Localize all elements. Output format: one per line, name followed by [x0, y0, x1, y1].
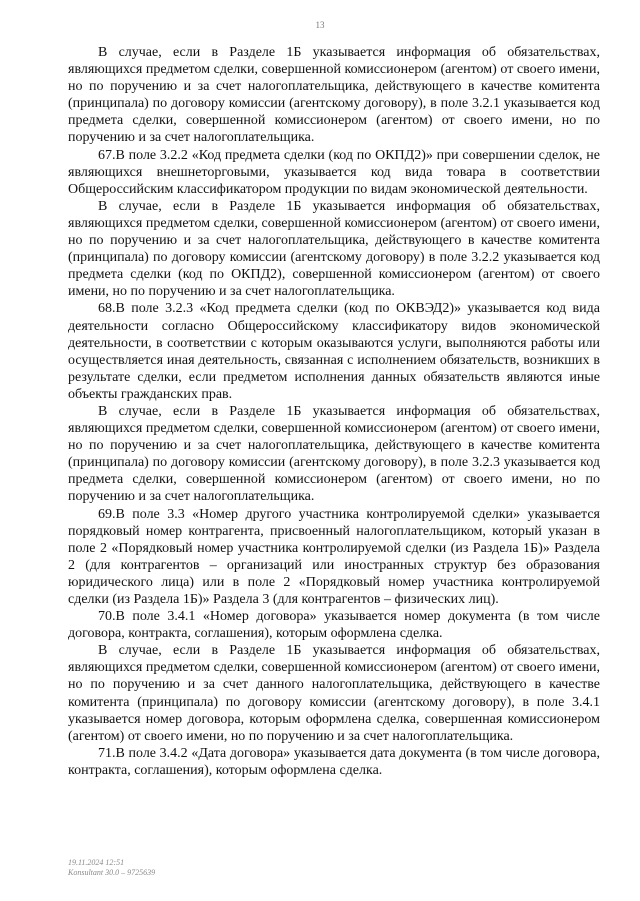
paragraph-3: В случае, если в Разделе 1Б указывается информация об обязательствах, являющихся предметом сделки, совершенной комиссионером (агентом) от своего имени, но по поручению и за счет налогоплательщика, действующего в качестве комитента (принципала) по договору комиссии (агентскому договору) в поле 3.2.2 указывается код предмета сделки (код по ОКПД2), совершенной комиссионером (агентом) от своего имени, но по поручению и за счет налогоплательщика. [68, 198, 600, 300]
page-number: 13 [315, 20, 325, 30]
paragraph-9: 71.В поле 3.4.2 «Дата договора» указывается дата документа (в том числе договора, контракта, соглашения), которым оформлена сделка. [68, 745, 600, 778]
document-body [68, 44, 600, 779]
paragraph-7: 70.В поле 3.4.1 «Номер договора» указывается номер документа (в том числе договора, контракта, соглашения), которым оформлена сделка. [68, 609, 600, 642]
paragraph-8: В случае, если в Разделе 1Б указывается информация об обязательствах, являющихся предметом сделки, совершенной комиссионером (агентом) от своего имени, но по поручению и за счет данного налогоплательщика, действующего в качестве комитента (принципала) по договору комиссии (агентскому договору), в поле 3.4.1 указывается номер договора, которым оформлена сделка, совершенная комиссионером (агентом) от своего имени, но по поручению и за счет налогоплательщика. [68, 643, 600, 744]
paragraph-1: В случае, если в Разделе 1Б указывается информация об обязательствах, являющихся предметом сделки, совершенной комиссионером (агентом) от своего имени, но по поручению и за счет налогоплательщика, действующего в качестве комитента (принципала) по договору комиссии (агентскому договору), в поле 3.2.1 указывается код предмета сделки, совершенной комиссионером (агентом) от своего имени, но по поручению и за счет налогоплательщика. [68, 45, 600, 146]
print-timestamp: 19.11.2024 12:51 [68, 858, 125, 867]
print-footer [68, 858, 155, 878]
paragraph-5: В случае, если в Разделе 1Б указывается информация об обязательствах, являющихся предметом сделки, совершенной комиссионером (агентом) от своего имени, но по поручению и за счет налогоплательщика, действующего в качестве комитента (принципала) по договору комиссии (агентскому договору), в поле 3.2.3 указывается код предмета сделки, совершенной комиссионером (агентом) от своего имени, но по поручению и за счет налогоплательщика. [68, 403, 600, 505]
paragraph-2: 67.В поле 3.2.2 «Код предмета сделки (код по ОКПД2)» при совершении сделок, не являющихся внешнеторговыми, указывается код вида товара в соответствии Общероссийским классификатором продукции по видам экономической деятельности. [68, 147, 600, 197]
paragraph-4: 68.В поле 3.2.3 «Код предмета сделки (код по ОКВЭД2)» указывается код вида деятельности согласно Общероссийскому классификатору видов экономической деятельности, в соответствии с которым оказываются услуги, выполняются работы или осуществляется иная деятельность, связанная с исполнением обязательств, возникших в результате сделки, если предметом исполнения данных обязательств являются иные объекты гражданских прав. [68, 301, 600, 402]
print-identifier: Konsultant 30.0 – 9725639 [68, 868, 156, 877]
paragraph-6: 69.В поле 3.3 «Номер другого участника контролируемой сделки» указывается порядковый номер контрагента, присвоенный налогоплательщиком, который указан в поле 2 «Порядковый номер участника контролируемой сделки (из Раздела 1Б)» Раздела 2 (для контрагентов – организаций или иностранных структур без образования юридического лица) или в поле 2 «Порядковый номер участника контролируемой сделки (из Раздела 1Б)» Раздела 3 (для контрагентов – физических лиц). [68, 506, 600, 607]
